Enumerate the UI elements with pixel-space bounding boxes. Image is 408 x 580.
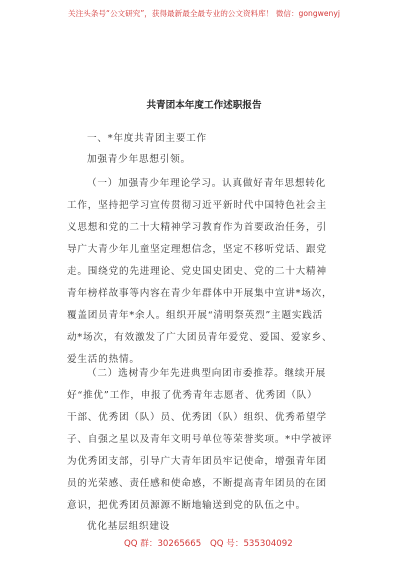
paragraph-line: 爱生活的热情。	[67, 354, 140, 365]
paragraph-line: （一）加强青少年理论学习。认真做好青年思想转化	[87, 178, 327, 189]
paragraph-line: 员的光荣感、责任感和使命感，不断提高青年团员的在团	[67, 478, 327, 489]
paragraph-line: 覆盖团员青年*余人。组织开展“清明祭英烈”主题实践活	[67, 310, 324, 321]
paragraph-line: 动*场次，有效激发了广大团员青年爱党、爱国、爱家乡、	[67, 332, 333, 343]
footer-qq-group: QQ 群：30265665	[124, 539, 202, 549]
paragraph-line: 导广大青少年儿童坚定理想信念，坚定不移听党话、跟党	[67, 244, 327, 255]
paragraph-line: 青年榜样故事等内容在青少年群体中开展集中宣讲*场次，	[67, 288, 333, 299]
section-heading: 一、*年度共青团主要工作	[87, 133, 207, 144]
document-title: 共青团本年度工作述职报告	[146, 100, 262, 111]
footer-qq-number: QQ 号：535304092	[210, 539, 293, 549]
paragraph-line: 走。围绕党的先进理论、党史国史团史、党的二十大精神	[67, 266, 327, 277]
subsection-heading: 优化基层组织建设	[87, 521, 171, 532]
paragraph-line: 干部、优秀团（队）员、优秀团（队）组织、优秀希望学	[67, 412, 327, 423]
paragraph-line: 好“推优”工作，申报了优秀青年志愿者、优秀团（队）	[67, 390, 318, 401]
paragraph-line: 工作，坚持把学习宣传贯彻习近平新时代中国特色社会主	[67, 200, 327, 211]
paragraph-line: 为优秀团支部，引导广大青年团员牢记使命，增强青年团	[67, 456, 327, 467]
paragraph-line: 义思想和党的二十大精神学习教育作为首要政治任务，引	[67, 222, 327, 233]
header-banner: 关注头条号“公文研究”，获得最新最全最专业的公文资料库！ 微信：gongwenyj	[68, 9, 340, 18]
paragraph-line: 子、自强之星以及青年文明号单位等荣誉奖项。*中学被评	[67, 434, 333, 445]
paragraph-line: 意识，把优秀团员源源不断地输送到党的队伍之中。	[67, 500, 307, 511]
paragraph-line: （二）选树青少年先进典型向团市委推荐。继续开展	[87, 368, 327, 379]
paragraph-line: 加强青少年思想引领。	[87, 154, 191, 165]
